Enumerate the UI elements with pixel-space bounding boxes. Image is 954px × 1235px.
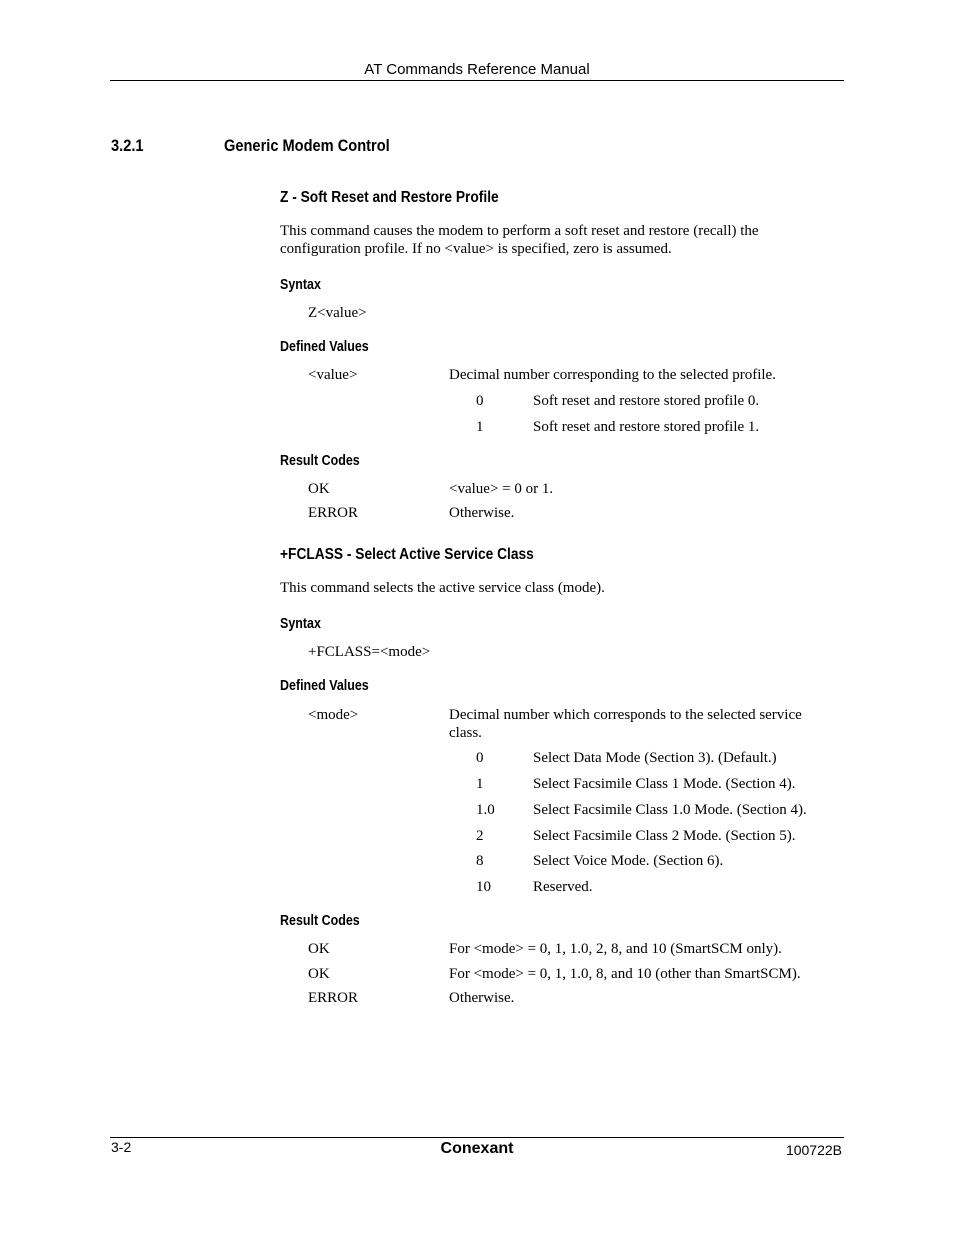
z-description-line-2: configuration profile. If no <value> is specified, zero is assumed. (280, 241, 672, 257)
fclass-value-description: Select Data Mode (Section 3). (Default.) (533, 750, 777, 766)
z-param-name: <value> (308, 367, 358, 383)
fclass-defined-values-heading: Defined Values (280, 678, 369, 694)
z-value-code: 1 (476, 419, 484, 435)
fclass-syntax-heading: Syntax (280, 616, 321, 632)
fclass-result-code: OK (308, 966, 330, 982)
z-result-description: Otherwise. (449, 505, 515, 521)
fclass-result-description: For <mode> = 0, 1, 1.0, 2, 8, and 10 (SmartSCM only). (449, 941, 782, 957)
fclass-param-description-line-2: class. (449, 725, 482, 741)
fclass-result-description: For <mode> = 0, 1, 1.0, 8, and 10 (other than SmartSCM). (449, 966, 801, 982)
fclass-value-code: 10 (476, 879, 491, 895)
z-syntax-heading: Syntax (280, 277, 321, 293)
z-value-code: 0 (476, 393, 484, 409)
fclass-command-title: +FCLASS - Select Active Service Class (280, 546, 534, 563)
fclass-description: This command selects the active service class (mode). (280, 580, 605, 596)
fclass-param-description-line-1: Decimal number which corresponds to the selected service (449, 707, 802, 723)
running-header: AT Commands Reference Manual (364, 61, 590, 78)
fclass-param-name: <mode> (308, 707, 359, 723)
fclass-value-code: 1.0 (476, 802, 495, 818)
fclass-value-code: 2 (476, 828, 484, 844)
fclass-value-code: 0 (476, 750, 484, 766)
z-command-title: Z - Soft Reset and Restore Profile (280, 189, 499, 206)
fclass-syntax: +FCLASS=<mode> (308, 644, 431, 660)
fclass-value-code: 8 (476, 853, 484, 869)
fclass-value-description: Select Voice Mode. (Section 6). (533, 853, 724, 869)
z-result-codes-heading: Result Codes (280, 453, 360, 469)
footer-rule (110, 1137, 844, 1138)
fclass-result-code: OK (308, 941, 330, 957)
header-rule (110, 80, 844, 81)
section-number: 3.2.1 (111, 136, 144, 155)
fclass-result-code: ERROR (308, 990, 359, 1006)
z-defined-values-heading: Defined Values (280, 339, 369, 355)
z-value-description: Soft reset and restore stored profile 1. (533, 419, 760, 435)
fclass-value-description: Select Facsimile Class 2 Mode. (Section 5). (533, 828, 796, 844)
section-title: Generic Modem Control (224, 136, 390, 155)
fclass-value-description: Reserved. (533, 879, 593, 895)
fclass-result-description: Otherwise. (449, 990, 515, 1006)
footer-page-number: 3-2 (111, 1139, 132, 1155)
fclass-result-codes-heading: Result Codes (280, 913, 360, 929)
z-description-line-1: This command causes the modem to perform a soft reset and restore (recall) the (280, 223, 759, 239)
z-result-code: ERROR (308, 505, 359, 521)
z-result-description: <value> = 0 or 1. (449, 481, 554, 497)
z-value-description: Soft reset and restore stored profile 0. (533, 393, 760, 409)
z-result-code: OK (308, 481, 330, 497)
fclass-value-description: Select Facsimile Class 1 Mode. (Section 4). (533, 776, 796, 792)
footer-doc-number: 100722B (785, 1142, 842, 1158)
fclass-value-code: 1 (476, 776, 484, 792)
z-param-description: Decimal number corresponding to the selected profile. (449, 367, 776, 383)
footer-company: Conexant (440, 1140, 514, 1157)
fclass-value-description: Select Facsimile Class 1.0 Mode. (Section 4). (533, 802, 807, 818)
z-syntax: Z<value> (308, 305, 367, 321)
